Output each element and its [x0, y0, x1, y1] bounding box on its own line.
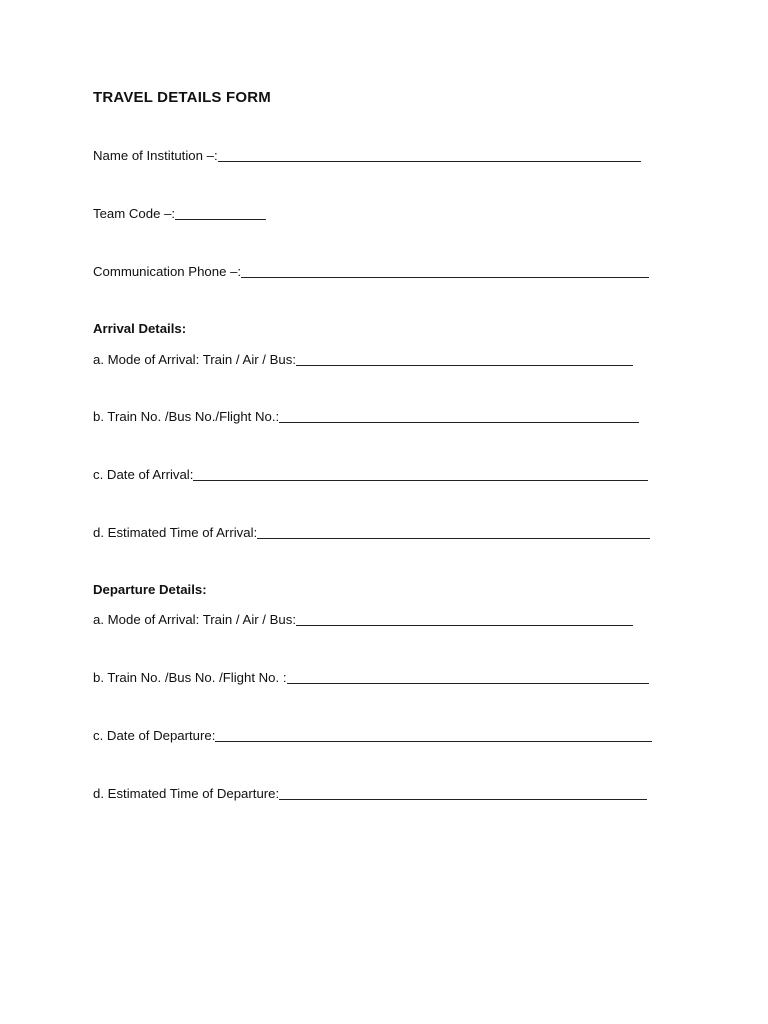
form-title: TRAVEL DETAILS FORM: [93, 89, 271, 106]
departure-mode-input-line[interactable]: [296, 613, 633, 626]
arrival-date-label: c. Date of Arrival:: [93, 467, 194, 482]
departure-number-field: [93, 668, 649, 686]
arrival-number-label: b. Train No. /Bus No./Flight No.:: [93, 409, 280, 424]
team-code-field: [93, 204, 266, 222]
institution-field: [93, 146, 641, 164]
departure-date-field: [93, 726, 652, 744]
departure-number-input-line[interactable]: [287, 671, 649, 684]
arrival-date-field: [93, 465, 648, 483]
departure-time-input-line[interactable]: [279, 787, 647, 800]
arrival-time-input-line[interactable]: [257, 526, 650, 539]
departure-mode-label: a. Mode of Arrival: Train / Air / Bus:: [93, 612, 297, 627]
arrival-mode-input-line[interactable]: [296, 353, 633, 366]
arrival-time-field: [93, 523, 650, 541]
institution-label: Name of Institution –:: [93, 148, 218, 163]
phone-field: [93, 262, 649, 280]
departure-date-input-line[interactable]: [215, 729, 652, 742]
departure-time-label: d. Estimated Time of Departure:: [93, 786, 280, 801]
arrival-details-heading: Arrival Details:: [93, 321, 187, 336]
departure-time-field: [93, 784, 647, 802]
departure-mode-field: [93, 610, 633, 628]
phone-label: Communication Phone –:: [93, 264, 242, 279]
arrival-time-label: d. Estimated Time of Arrival:: [93, 525, 258, 540]
departure-number-label: b. Train No. /Bus No. /Flight No. :: [93, 670, 287, 685]
arrival-mode-label: a. Mode of Arrival: Train / Air / Bus:: [93, 352, 297, 367]
institution-input-line[interactable]: [218, 149, 641, 162]
team-code-input-line[interactable]: [175, 207, 266, 220]
team-code-label: Team Code –:: [93, 206, 176, 221]
arrival-date-input-line[interactable]: [193, 468, 648, 481]
departure-details-heading: Departure Details:: [93, 582, 207, 597]
arrival-mode-field: [93, 350, 633, 368]
phone-input-line[interactable]: [241, 265, 649, 278]
arrival-number-field: [93, 407, 639, 425]
arrival-number-input-line[interactable]: [279, 410, 639, 423]
departure-date-label: c. Date of Departure:: [93, 728, 216, 743]
